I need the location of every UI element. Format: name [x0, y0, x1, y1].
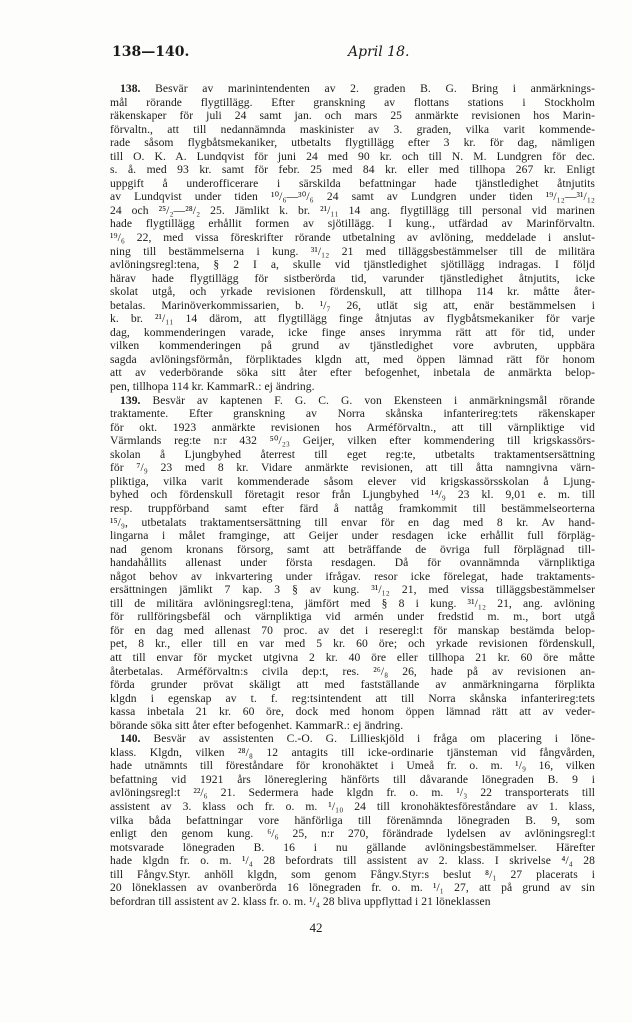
text-line: resp. truppförband samt efter färd å nattåg framkommit till bestämmelseorterna — [110, 501, 595, 515]
text-line: något behov av inkvartering under ifrågav. resor icke förelegat, hade traktaments- — [110, 569, 595, 583]
text-line: hade utnämnts till föreståndare för kronohäktet i Umeå fr. o. m. ¹/₉ 16, vilken — [110, 759, 595, 773]
text-line: förda grunder prövat skäligt att med fastställande av anmärkningarna förplikta — [110, 678, 595, 692]
text-line: kassa inbetala 21 kr. 60 öre, dock med honom öppen lämnad rätt att av veder- — [110, 705, 595, 719]
text-line: nad genom kronans försorg, samt att beträffande de övriga full förplägnad till- — [110, 542, 595, 556]
text-line: pet, 8 kr., eller till en var med 5 kr. 60 öre; och yrkade revisionen fördenskull, — [110, 637, 595, 651]
text-line: enligt den genom kung. ⁶/₆ 25, n:r 270, förändrade lydelsen av avlöningsregl:t — [110, 827, 595, 841]
text-line: för en dag med allenast 70 proc. av det i reseregl:t för manskap bestämda belop- — [110, 623, 595, 637]
text-line: pliktiga, vilka varit kommenderade såsom elever vid krigskassörsskolan å Ljung- — [110, 474, 595, 488]
text-line: skolan å Ljungbyhed återrest till eget reg:te, utbetalts traktamentsersättning — [110, 447, 595, 461]
text-line: hade klgdn fr. o. m. ¹/₄ 28 befordrats till assistent av 2. klass. I skrivelse ⁴/₄ 28 — [110, 854, 595, 868]
text-line: sagda avlöningsförmån, förpliktades klgdn att, med öppen lämnad rätt för honom — [110, 352, 595, 366]
text-line: rade såsom flygbåtsmekaniker, utbetalts flygtillägg efter 3 kr. för dag, nämligen — [110, 136, 595, 150]
entry-first-line: 140. Besvär av assistenten C.-O. G. Lillieskjöld i fråga om placering i löne- — [120, 732, 595, 746]
text-line: 24 och ²⁵/₂—²⁸/₂ 25. Jämlikt k. br. ²¹/₁₁ 14 ang. flygtillägg till personal vid marinen — [110, 203, 595, 217]
text-line: mål rörande flygtillägg. Efter granskning av flottans stations i Stockholm — [110, 95, 595, 109]
text-line: för okt. 1923 anmärkte revisionen hos Arméförvaltn., att till värnpliktige vid — [110, 420, 595, 434]
text-line: vilka båda befattningar vore hänförliga till förenämnda lönegraden B. 9, som — [110, 813, 595, 827]
body-text — [110, 82, 595, 908]
text-line: handahållits allenast under första resdagen. Då för ovannämnda värnpliktiga — [110, 556, 595, 570]
text-line: Värmlands reg:te n:r 432 ⁵⁰/₂₃ Geijer, vilken efter kommendering till krigskassörs- — [110, 434, 595, 448]
text-line: till de militära avlöningsregl:tena, jämfört med § 8 i kung. ³¹/₁₂ 21, ang. avlöning — [110, 596, 595, 610]
text-line: att till envar för mycket utgivna 2 kr. 40 öre eller tillhopa 21 kr. 60 öre måtte — [110, 650, 595, 664]
entry-number: 139. — [120, 393, 141, 407]
entry-first-line: 138. Besvär av marinintendenten av 2. graden B. G. Bring i anmärknings- — [120, 82, 595, 95]
text-line: skolat utgå, och yrkade revisionen fördenskull, att tillhopa 114 kr. måtte åter- — [110, 285, 595, 299]
text-line: för ⁷/₉ 23 med 8 kr. Vidare anmärkte revisionen, att till åtta namngivna värn- — [110, 461, 595, 475]
text-line: assistent av 3. klass och fr. o. m. ¹/₁₀ 24 till kronohäktesföreståndare av 1. klass, — [110, 799, 595, 813]
text-line: att av vederbörande söka sitt åter efter befogenhet, inbetala de anmärkta belop- — [110, 366, 595, 380]
text-line: för rullföringsbefäl och värnpliktiga vid armén under fredstid m. m., bort utgå — [110, 610, 595, 624]
text-line: motsvarade lönegraden B. 16 i nu gällande avlöningsbestämmelser. Härefter — [110, 840, 595, 854]
text-line: av Lundqvist under tiden ¹⁰/₆—³⁰/₆ 24 samt av Lundgren under tiden ¹⁹/₁₂—³¹/₁₂ — [110, 190, 595, 204]
text-line: till Fångv.Styr. anhöll klgdn, som genom Fångv.Styr:s beslut ⁸/₁ 27 placerats i — [110, 867, 595, 881]
text-line: s. å. med 93 kr. samt för febr. 25 med 84 kr. eller med tillhopa 267 kr. Enligt — [110, 163, 595, 177]
page-number: 42 — [309, 920, 323, 935]
text-line: befattning vid 1921 års lönereglering hänförts till dåvarande lönegraden B. 9 i — [110, 772, 595, 786]
text-line: hade flygtillägg erhållit formen av sjötillägg. I kung., utfärdad av Marinförvaltn. — [110, 217, 595, 231]
text-line: avlöningsregl:tena, § 2 I a, skulle vid tjänstledighet sjötillägg indragas. I följd — [110, 258, 595, 272]
text-line: befordran till assistent av 2. klass fr. o. m. ¹/₄ 28 bliva uppflyttad i 21 löneklassen — [110, 894, 491, 908]
text-line: uppgift å underofficerare i särskilda befattningar hade tjänstledighet åtnjutits — [110, 176, 595, 190]
entry-first-line: 139. Besvär av kaptenen F. G. C. G. von Ekensteen i anmärkningsmål rörande — [120, 393, 595, 407]
text-line: traktamente. Efter granskning av Norra skånska infanterireg:tets räkenskaper — [110, 407, 595, 421]
text-line: ning till bestämmelserna i kung. ³¹/₁₂ 21 med tilläggsbestämmelser till de militära — [110, 244, 595, 258]
text-line: förvaltn., att till nedannämnda maskinister av 3. graden, vilka varit kommende- — [110, 122, 595, 136]
text-line: byhed och fördenskull företagit resor från Ljungbyhed ¹⁴/₉ 23 kl. 9,01 e. m. till — [110, 488, 595, 502]
text-line: börande söka sitt åter efter befogenhet. KammarR.: ej ändring. — [110, 718, 404, 732]
text-line: ¹⁵/₉, utbetalats traktamentsersättning till envar för en dag med 8 kr. Av hand- — [110, 515, 595, 529]
text-line: pen, tillhopa 114 kr. KammarR.: ej ändring. — [110, 380, 315, 394]
text-line: betalas. Marinöverkommissarien, b. ¹/₇ 26, utlät sig att, enär bestämmelsen i — [110, 298, 595, 312]
text-line: 20 löneklassen av ovanberörda 16 lönegraden fr. o. m. ¹/₁ 27, att på grund av sin — [110, 881, 595, 895]
text-line: ¹⁹/₆ 22, med vissa föreskrifter rörande utbetalning av avlöning, meddelade i anslut- — [110, 231, 595, 245]
text-line: dag, kommenderingen varade, icke finge anses inrymma rätt att för tid, under — [110, 325, 595, 339]
entry-number: 138. — [120, 82, 141, 95]
text-line: avlöningsregl:t ²²/₆ 21. Sedermera hade klgdn fr. o. m. ¹/₃ 22 transporterats till — [110, 786, 595, 800]
text-line: till O. K. A. Lundqvist för juni 24 med 90 kr. och till N. M. Lundgren för dec. — [110, 149, 595, 163]
text-line: klgdn i egenskap av t. f. reg:tsintendent att till Norra skånska infanterireg:tets — [110, 691, 595, 705]
section-range: 138—140. — [112, 44, 190, 60]
text-line: härav hade flygtillägg för sistberörda tid, varunder tjänstledighet åtnjutits, icke — [110, 271, 595, 285]
text-line: lingarna i målet framginge, att Geijer under resdagen icke erhållit full förpläg- — [110, 529, 595, 543]
page-header — [112, 44, 592, 64]
text-line: räkenskaper för juli 24 samt jan. och mars 25 anmärkte revisionen hos Marin- — [110, 109, 595, 123]
text-line: ersättningen jämlikt 7 kap. 3 § av kung. ³¹/₁₂ 21, med vissa tilläggsbestämmelser — [110, 583, 595, 597]
text-line: återbetalas. Arméförvaltn:s civila dep:t, res. ²⁶/₈ 26, hade på av revisionen an- — [110, 664, 595, 678]
text-line: vilken kommenderingen på grund av tjänstledighet vore avbruten, uppbära — [110, 339, 595, 353]
text-line: k. br. ²¹/₁₁ 14 därom, att flygtillägg finge åtnjutas av flygbåtsmekaniker för varje — [110, 312, 595, 326]
entry-number: 140. — [120, 732, 141, 746]
text-line: klass. Klgdn, vilken ²⁸/₈ 12 antagits till icke-ordinarie tjänsteman vid fångvården, — [110, 745, 595, 759]
running-head-date: April 18. — [348, 44, 410, 60]
